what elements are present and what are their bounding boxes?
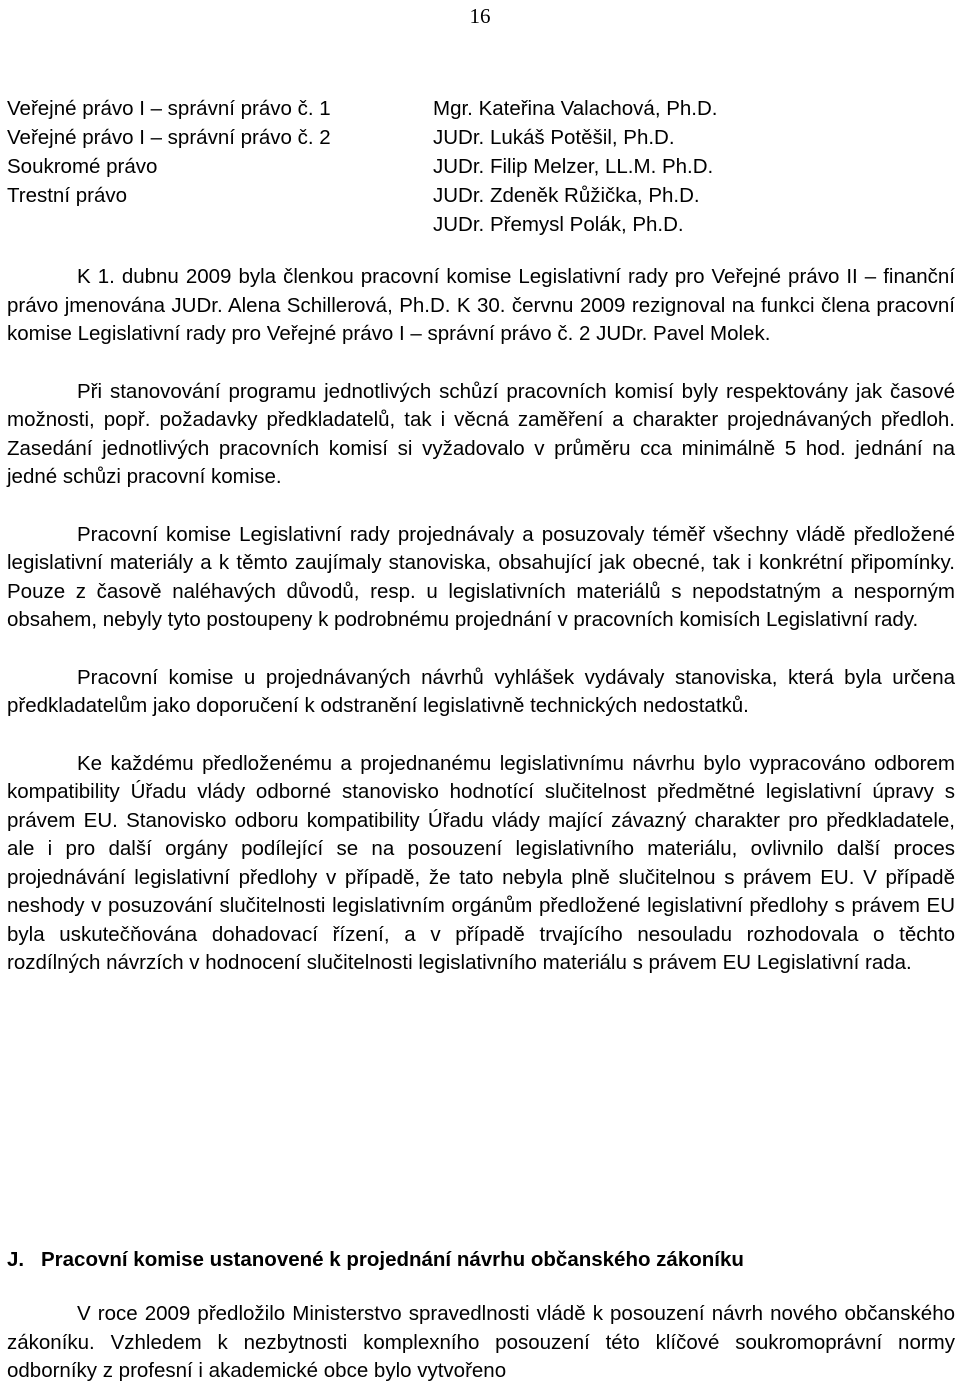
paragraph-eu-compatibility: Ke každému předloženému a projednanému legislativnímu návrhu bylo vypracováno odborem kompatibility Úřadu vlády odborné stanovisko hodnotící slučitelnost předmětné legislativní úpravy s právem EU. Stanovisko odboru kompatibility Úřadu vlády mající závazný charakter pro předkladatele, ale i pro další orgány podílející se na posouzení legislativního materiálu, ovlivnilo další proces projednávání legislativní předlohy v případě, že tato nebyla plně slučitelnou s právem EU. V případě neshody v posuzování slučitelnosti legislativním orgánům předložené legislativní předlohy s právem EU byla uskutečňována dohadovací řízení, a v případě trvajícího nesouladu rozhodovala o těchto rozdílných návrzích v hodnocení slučitelnosti legislativního materiálu s právem EU Legislativní rada. — [7, 751, 955, 974]
page-number: 16 — [469, 4, 491, 28]
commission-row — [7, 211, 947, 240]
paragraph-commission-review: Pracovní komise Legislativní rady projednávaly a posuzovaly téměř všechny vládě předložené legislativní materiály a k těmto zaujímaly stanoviska, obsahující jak obecné, tak i konkrétní připomínky. Pouze z časově naléhavých důvodů, resp. u legislativních materiálů s nepodstatným a nesporným obsahem, nebyly tyto postoupeny k podrobnému projednání v pracovních komisích Legislativní rady. — [7, 522, 955, 631]
commission-subject — [7, 211, 433, 240]
commission-row — [7, 95, 947, 124]
paragraph-decree-opinions: Pracovní komise u projednávaných návrhů vyhlášek vydávaly stanoviska, která byla určena předkladatelům jako doporučení k odstranění legislativně technických nedostatků. — [7, 665, 955, 717]
section-heading — [7, 1246, 955, 1275]
commission-chair: JUDr. Zdeněk Růžička, Ph.D. — [433, 184, 700, 207]
commission-subject: Veřejné právo I – správní právo č. 1 — [7, 97, 331, 120]
section-title: Pracovní komise ustanovené k projednání návrhu občanského zákoníku — [41, 1248, 744, 1271]
section-letter: J. — [7, 1248, 25, 1271]
commission-subject: Trestní právo — [7, 184, 128, 207]
commission-chair: JUDr. Filip Melzer, LL.M. Ph.D. — [433, 155, 714, 178]
body-text-continued — [7, 1300, 955, 1386]
commission-row — [7, 182, 947, 211]
commission-row — [7, 124, 947, 153]
body-text — [7, 263, 955, 978]
paragraph-meeting-programme: Při stanovování programu jednotlivých schůzí pracovních komisí byly respektovány jak časové možnosti, popř. požadavky předkladatelů, tak i věcná zaměření a charakter projednávaných předloh. Zasedání jednotlivých pracovních komisí si vyžadovalo v průměru cca minimálně 5 hod. jednání na jedné schůzi pracovní komise. — [7, 379, 955, 488]
commission-subject: Veřejné právo I – správní právo č. 2 — [7, 126, 331, 149]
commission-chair: JUDr. Lukáš Potěšil, Ph.D. — [433, 126, 675, 149]
paragraph-civil-code: V roce 2009 předložilo Ministerstvo spravedlnosti vládě k posouzení návrh nového občanského zákoníku. Vzhledem k nezbytnosti komplexního posouzení této klíčové soukromoprávní normy odborníky z profesní i akademické obce bylo vytvořeno — [7, 1302, 955, 1382]
commission-list — [7, 95, 947, 240]
commission-chair: Mgr. Kateřina Valachová, Ph.D. — [433, 97, 718, 120]
commission-chair: JUDr. Přemysl Polák, Ph.D. — [433, 213, 684, 236]
commission-row — [7, 153, 947, 182]
paragraph-membership-changes: K 1. dubnu 2009 byla členkou pracovní komise Legislativní rady pro Veřejné právo II – finanční právo jmenována JUDr. Alena Schillerová, Ph.D. K 30. červnu 2009 rezignoval na funkci člena pracovní komise Legislativní rady pro Veřejné právo I – správní právo č. 2 JUDr. Pavel Molek. — [7, 265, 955, 345]
commission-subject: Soukromé právo — [7, 155, 158, 178]
